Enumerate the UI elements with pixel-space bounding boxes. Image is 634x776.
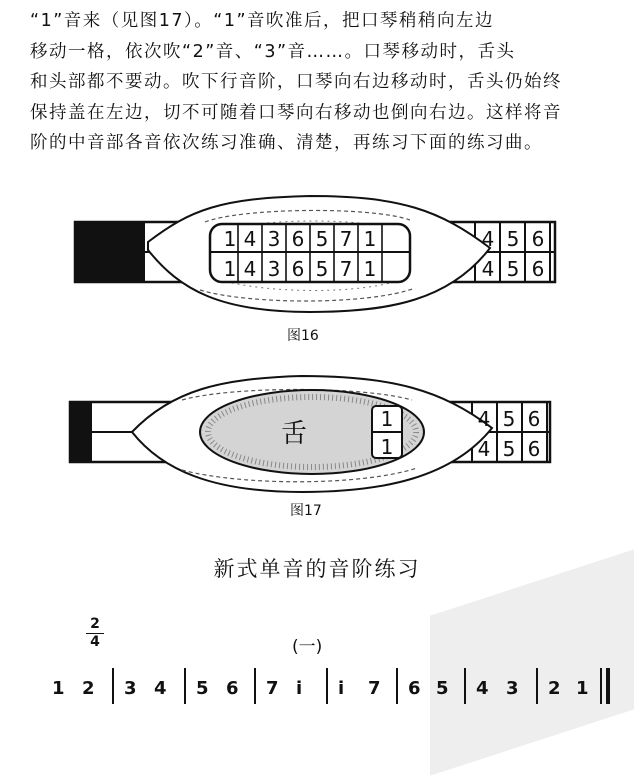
hole-number: 5	[506, 257, 520, 281]
hole-number: 6	[527, 407, 541, 431]
hole-number: 6	[531, 257, 545, 281]
note: 4	[476, 678, 489, 699]
hole-number: 1	[223, 257, 237, 281]
hole-number: 3	[267, 227, 281, 251]
paragraph-line: “1”音来（见图17）。“1”音吹准后，把口琴稍稍向左边	[30, 11, 495, 31]
paragraph-line: 保持盖在左边，切不可随着口琴向右移动也倒向右边。这样将音	[30, 102, 562, 123]
hole-number: 1	[363, 257, 377, 281]
time-signature-top: 2	[90, 616, 100, 632]
hole-number: 4	[481, 257, 495, 281]
bar-line	[396, 668, 398, 704]
hole-number: 5	[315, 257, 329, 281]
hole-number: 5	[502, 407, 516, 431]
note: 1	[52, 678, 65, 699]
note: 7	[368, 678, 381, 699]
bar-line	[606, 668, 610, 704]
hole-number: 3	[267, 257, 281, 281]
paragraph-line: 和头部都不要动。吹下行音阶，口琴向右边移动时，舌头仍始终	[30, 72, 562, 92]
hole-number: 1	[363, 227, 377, 251]
hole-number: 5	[506, 227, 520, 251]
hole-number: 1	[380, 407, 394, 431]
bar-line	[184, 668, 186, 704]
exercise-number: (一)	[292, 637, 323, 657]
hole-number: 5	[315, 227, 329, 251]
body-paragraph	[30, 6, 610, 159]
hole-number: 4	[477, 437, 491, 461]
hole-number: 1	[223, 227, 237, 251]
bar-line	[600, 668, 602, 704]
hole-number: 6	[531, 227, 545, 251]
hole-number: 4	[481, 227, 495, 251]
hole-number: 5	[502, 437, 516, 461]
hole-number: 4	[243, 257, 257, 281]
note: i	[338, 678, 345, 699]
note: 7	[266, 678, 279, 699]
hole-number: 1	[380, 435, 394, 459]
time-signature	[86, 617, 104, 650]
hole-number: 6	[527, 437, 541, 461]
hole-number: 6	[291, 257, 305, 281]
note: 3	[506, 678, 519, 699]
figure-16-caption: 图16	[287, 328, 319, 344]
figure-17-tongue-blocking	[62, 370, 562, 498]
paragraph-line: 移动一格，依次吹“2”音、“3”音……。口琴移动时，舌头	[30, 41, 516, 62]
note: 6	[408, 678, 421, 699]
bar-line	[254, 668, 256, 704]
time-signature-bottom: 4	[90, 634, 100, 650]
section-title: 新式单音的音阶练习	[213, 557, 421, 581]
hole-number: 4	[243, 227, 257, 251]
figure-16-harmonica-mouth	[70, 190, 570, 320]
note: 2	[548, 678, 561, 699]
hole-number: 4	[477, 407, 491, 431]
note: 5	[196, 678, 209, 699]
note: 4	[154, 678, 167, 699]
note: 6	[226, 678, 239, 699]
note: 1	[576, 678, 589, 699]
note: 5	[436, 678, 449, 699]
hole-number: 7	[339, 227, 353, 251]
note: i	[296, 678, 303, 699]
note: 3	[124, 678, 137, 699]
paragraph-line: 阶的中音部各音依次练习准确、清楚，再练习下面的练习曲。	[30, 133, 543, 153]
note: 2	[82, 678, 95, 699]
tongue-label: 舌	[280, 419, 308, 449]
bar-line	[464, 668, 466, 704]
hole-number: 6	[291, 227, 305, 251]
bar-line	[112, 668, 114, 704]
hole-number: 7	[339, 257, 353, 281]
figure-17-caption: 图17	[290, 503, 322, 519]
bar-line	[536, 668, 538, 704]
bar-line	[326, 668, 328, 704]
